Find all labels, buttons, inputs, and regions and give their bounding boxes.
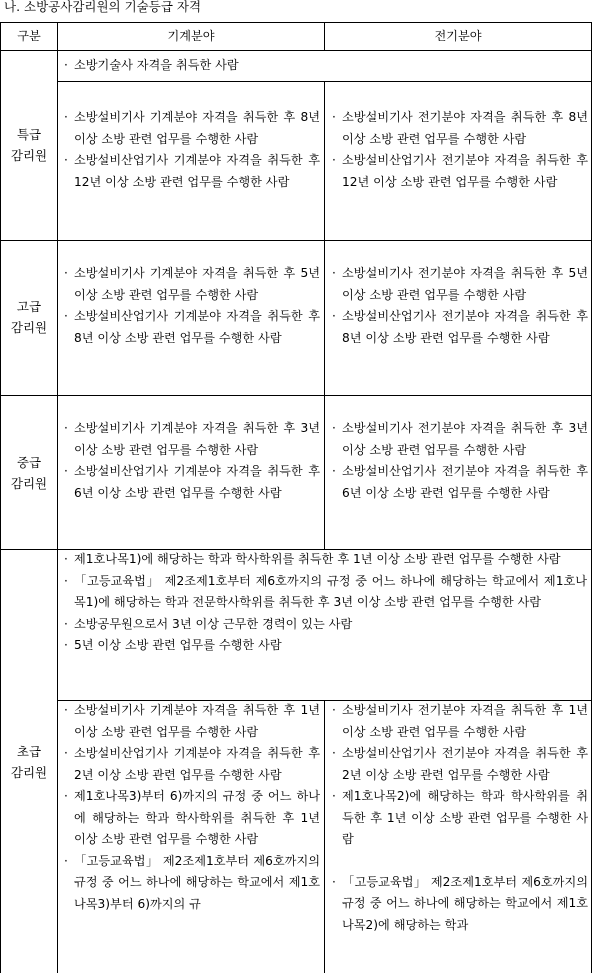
junior-mechanical (62, 700, 320, 973)
special-mechanical (62, 107, 320, 193)
grade-advanced-line2: 감리원 (10, 320, 48, 335)
header-electrical: 전기분야 (434, 29, 482, 43)
grade-advanced (1, 296, 57, 338)
row-divider (0, 395, 592, 396)
list-item: · 소방설비산업기사 기계분야 자격을 취득한 후 8년 이상 소방 관련 업무를 수행한 사람 (62, 306, 320, 349)
list-item: · 소방기술사 자격을 취득한 사람 (62, 55, 587, 77)
list-item: · 제1호나목3)부터 6)까지의 규정 중 어느 하나에 해당하는 학과 학사학위를 취득한 후 1년 이상 소방 관련 업무를 수행한 사람 (62, 786, 320, 851)
list-item: · 「고등교육법」 제2조제1호부터 제6호까지의 규정 중 어느 하나에 해당하는 학교에서 제1호나목1)에 해당하는 학과 전문학사학위를 취득한 후 3년 이상 소방 관련 업무를 수행한 사람 (62, 571, 587, 614)
list-item: · 소방설비기사 기계분야 자격을 취득한 후 1년 이상 소방 관련 업무를 수행한 사람 (62, 700, 320, 743)
grade-intermediate (1, 452, 57, 494)
list-item: · 제1호나목2)에 해당하는 학과 학사학위를 취득한 후 1년 이상 소방 관련 업무를 수행한 사람 (330, 786, 588, 851)
special-common (62, 55, 587, 77)
list-item: · 5년 이상 소방 관련 업무를 수행한 사람 (62, 635, 587, 657)
list-item: · 소방설비산업기사 기계분야 자격을 취득한 후 2년 이상 소방 관련 업무를 수행한 사람 (62, 743, 320, 786)
list-item: · 소방설비기사 전기분야 자격을 취득한 후 8년 이상 소방 관련 업무를 수행한 사람 (330, 107, 588, 150)
intermediate-mechanical (62, 418, 320, 504)
special-electrical (330, 107, 588, 193)
grade-intermediate-line2: 감리원 (10, 476, 48, 491)
advanced-mechanical (62, 263, 320, 349)
grade-intermediate-line1: 중급 (16, 455, 42, 470)
field-column-border (324, 81, 325, 549)
section-title: 나. 소방공사감리원의 기술등급 자격 (4, 0, 202, 14)
list-item: · 「고등교육법」 제2조제1호부터 제6호까지의 규정 중 어느 하나에 해당하는 학교에서 제1호나목3)부터 6)까지의 규 (62, 851, 320, 916)
header-bottom-border (0, 50, 592, 51)
list-item: · 소방설비기사 기계분야 자격을 취득한 후 3년 이상 소방 관련 업무를 수행한 사람 (62, 418, 320, 461)
list-item: · 소방설비산업기사 기계분야 자격을 취득한 후 6년 이상 소방 관련 업무를 수행한 사람 (62, 461, 320, 504)
field-column-border (324, 700, 325, 973)
grade-junior-line2: 감리원 (10, 765, 48, 780)
list-item: · 소방공무원으로서 3년 이상 근무한 경력이 있는 사람 (62, 614, 587, 636)
advanced-electrical (330, 263, 588, 349)
list-item: · 제1호나목1)에 해당하는 학과 학사학위를 취득한 후 1년 이상 소방 관련 업무를 수행한 사람 (62, 549, 587, 571)
header-mechanical: 기계분야 (167, 29, 215, 43)
intermediate-electrical (330, 418, 588, 504)
row-divider (0, 240, 592, 241)
header-category: 구분 (17, 29, 41, 43)
grade-advanced-line1: 고급 (16, 299, 42, 314)
grade-special-line1: 특급 (16, 127, 42, 142)
list-item: · 소방설비산업기사 전기분야 자격을 취득한 후 6년 이상 소방 관련 업무를 수행한 사람 (330, 461, 588, 504)
junior-common (62, 549, 587, 657)
list-item: · 소방설비기사 기계분야 자격을 취득한 후 5년 이상 소방 관련 업무를 수행한 사람 (62, 263, 320, 306)
list-item: · 소방설비기사 전기분야 자격을 취득한 후 1년 이상 소방 관련 업무를 수행한 사람 (330, 700, 588, 743)
grade-special-line2: 감리원 (10, 148, 48, 163)
junior-electrical (330, 700, 588, 973)
list-item: · 소방설비기사 전기분야 자격을 취득한 후 5년 이상 소방 관련 업무를 수행한 사람 (330, 263, 588, 306)
grade-special (1, 124, 57, 166)
list-item: · 소방설비기사 기계분야 자격을 취득한 후 8년 이상 소방 관련 업무를 수행한 사람 (62, 107, 320, 150)
list-item: · 소방설비산업기사 전기분야 자격을 취득한 후 12년 이상 소방 관련 업무를 수행한 사람 (330, 150, 588, 193)
list-item: · 소방설비산업기사 전기분야 자격을 취득한 후 2년 이상 소방 관련 업무를 수행한 사람 (330, 743, 588, 786)
grade-junior (1, 741, 57, 783)
list-item: · 소방설비산업기사 전기분야 자격을 취득한 후 8년 이상 소방 관련 업무를 수행한 사람 (330, 306, 588, 349)
category-column-border (57, 22, 58, 973)
list-item: · 「고등교육법」 제2조제1호부터 제6호까지의 규정 중 어느 하나에 해당하는 학교에서 제1호나목2)에 해당하는 학과 (330, 872, 588, 937)
grade-junior-line1: 초급 (16, 744, 42, 759)
list-item: · 소방설비기사 전기분야 자격을 취득한 후 3년 이상 소방 관련 업무를 수행한 사람 (330, 418, 588, 461)
list-item: · 소방설비산업기사 기계분야 자격을 취득한 후 12년 이상 소방 관련 업무를 수행한 사람 (62, 150, 320, 193)
